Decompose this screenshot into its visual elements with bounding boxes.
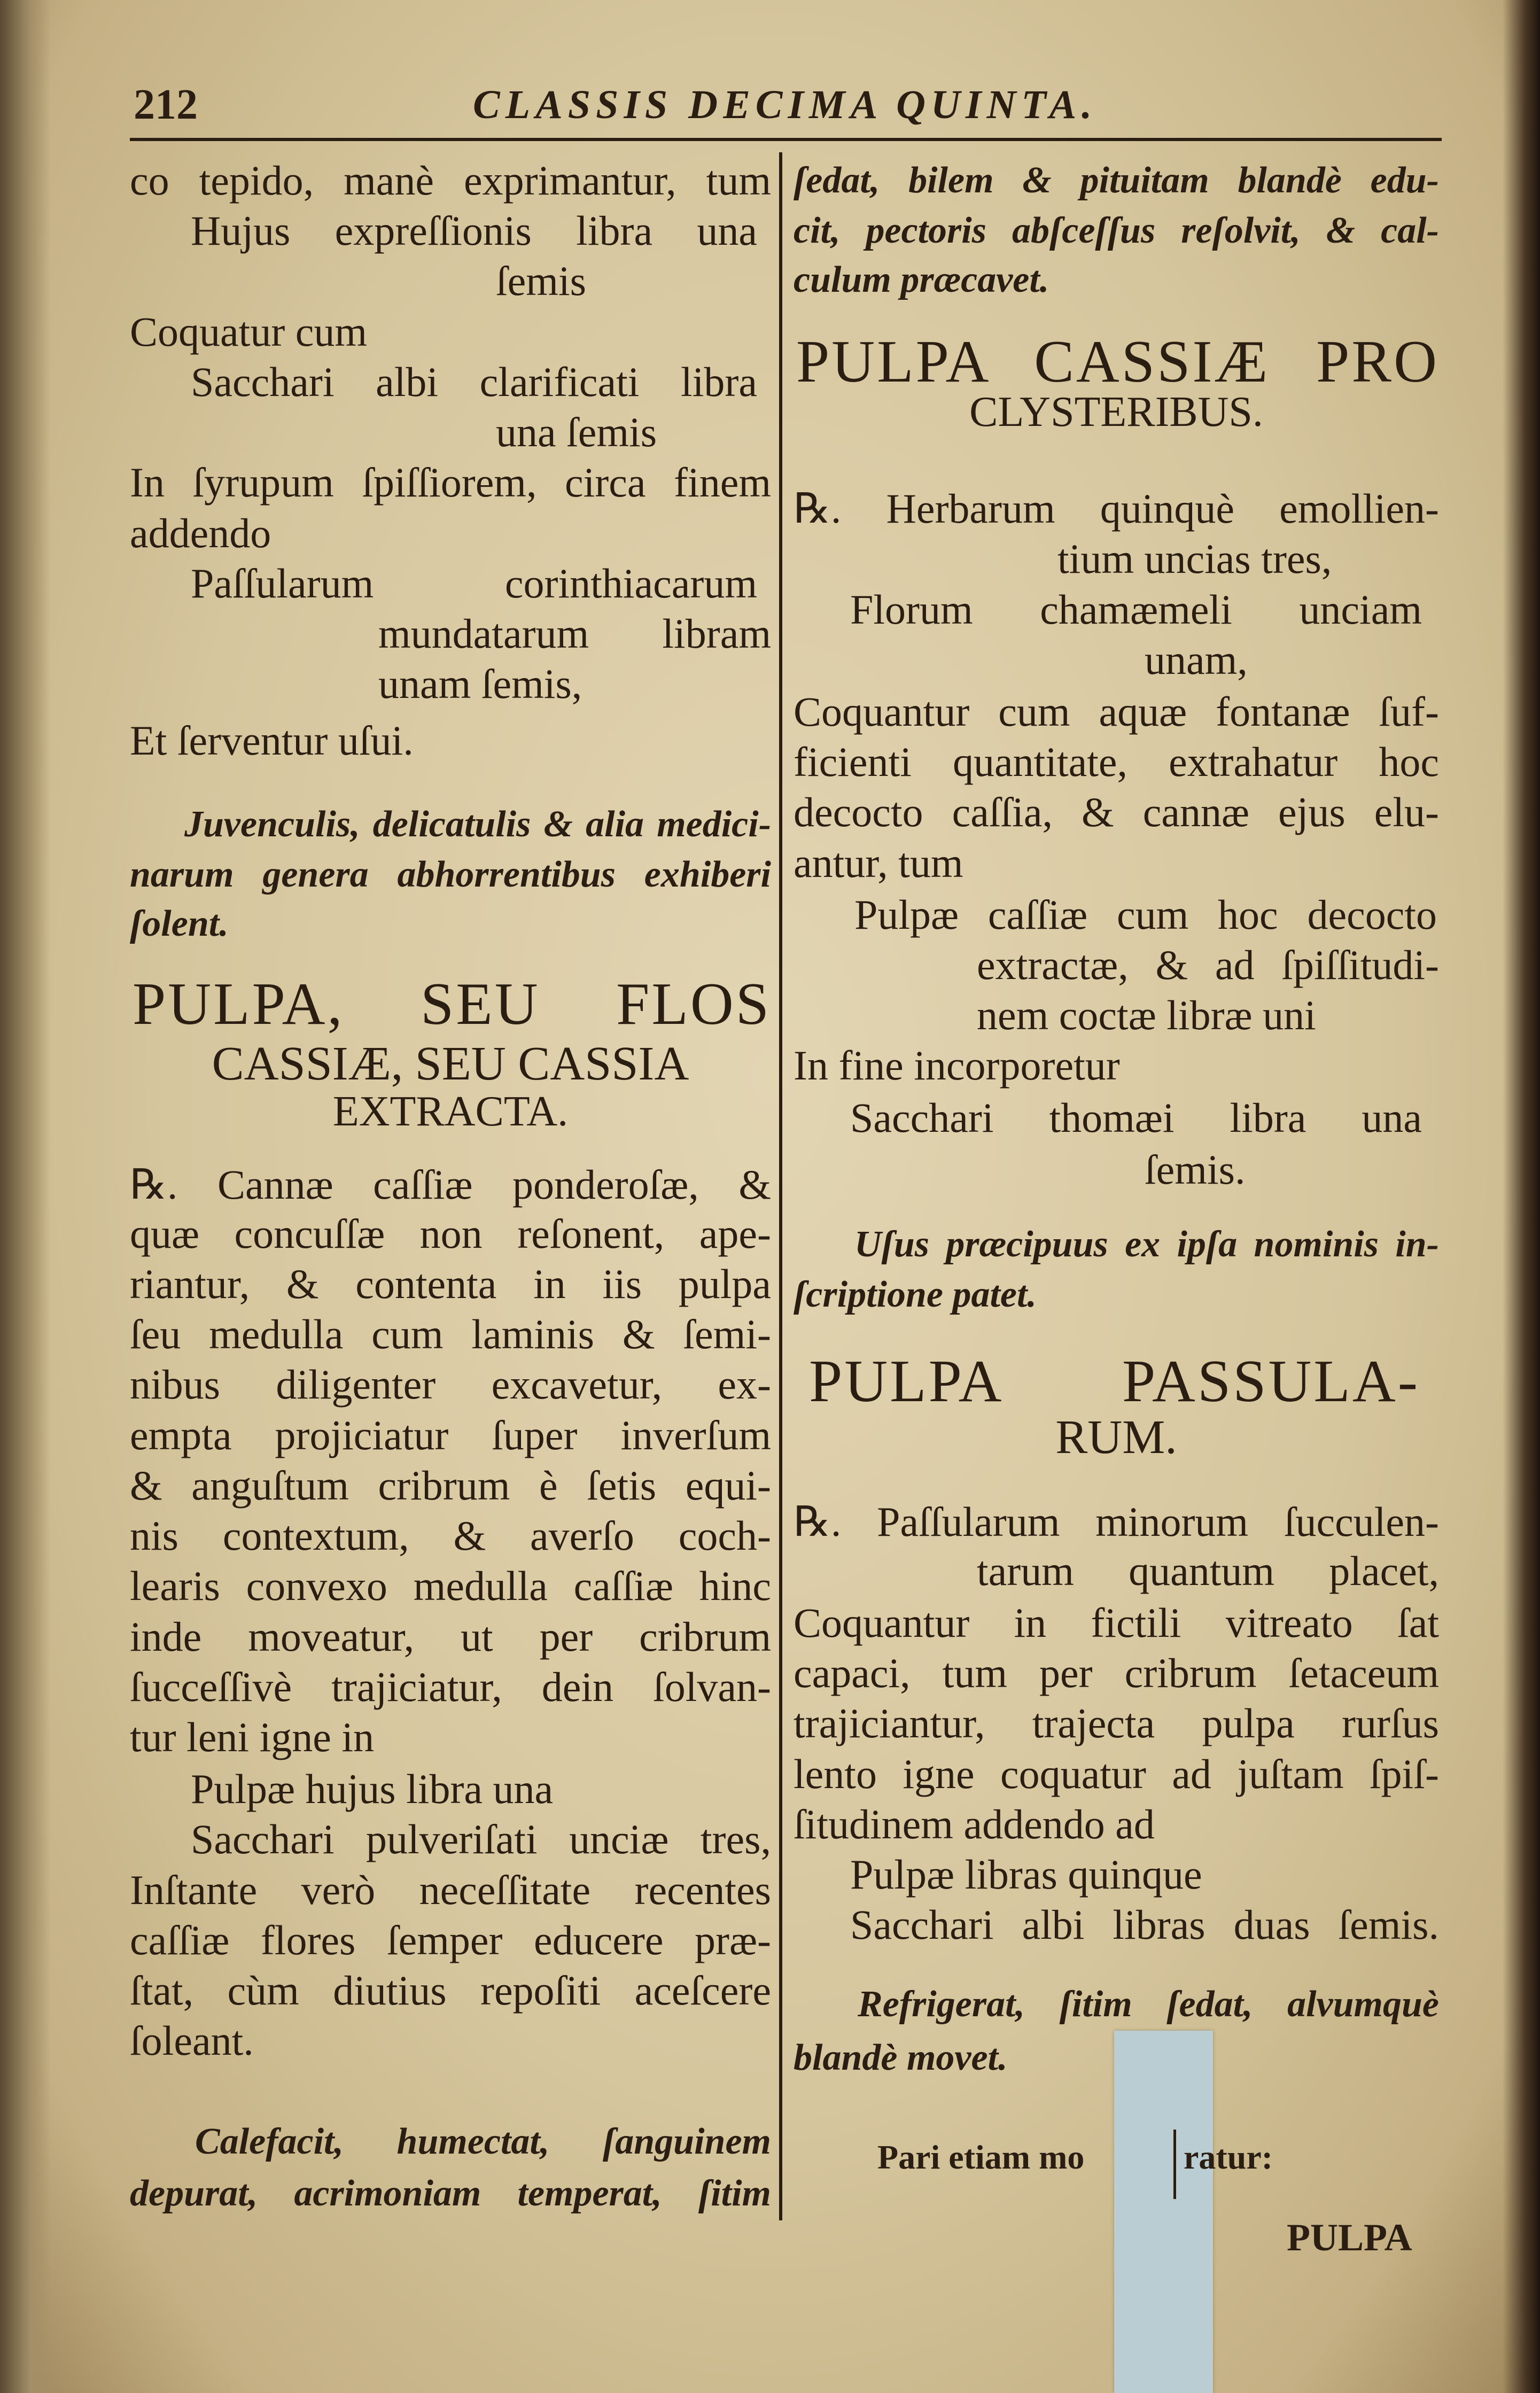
section-heading: RUM. bbox=[1055, 1411, 1177, 1464]
recipe-line: learis convexo medulla caſſiæ hinc bbox=[130, 1563, 771, 1609]
text-line: Sacchari albi clarificati libra bbox=[191, 359, 757, 405]
header-rule bbox=[130, 138, 1442, 141]
recipe-line: inde moveatur, ut per cribrum bbox=[130, 1613, 771, 1660]
italic-note-line: Refrigerat, ſitim ſedat, alvumquè bbox=[858, 1984, 1439, 2025]
recipe-line: decocto caſſia, & cannæ ejus elu- bbox=[794, 789, 1439, 835]
recipe-line: ſucceſſivè trajiciatur, dein ſolvan- bbox=[130, 1664, 771, 1710]
recipe-line: ℞. Paſſularum minorum ſucculen- bbox=[794, 1498, 1439, 1545]
page-number: 212 bbox=[134, 81, 198, 128]
catchword: PULPA bbox=[1287, 2216, 1412, 2259]
recipe-line: Sacchari thomæi libra una bbox=[850, 1094, 1422, 1141]
italic-note-line: Juvenculis, delicatulis & alia medici- bbox=[184, 804, 771, 845]
section-heading: CASSIÆ, SEU CASSIA bbox=[212, 1037, 689, 1090]
recipe-line: lento igne coquatur ad juſtam ſpiſ- bbox=[794, 1751, 1439, 1797]
book-binding-edge bbox=[1503, 0, 1540, 2393]
running-title: CLASSIS DECIMA QUINTA. bbox=[473, 82, 1098, 127]
text-line: ſemis bbox=[496, 258, 586, 304]
blue-paper-slip bbox=[1114, 2031, 1213, 2393]
recipe-line: Pulpæ hujus libra una bbox=[191, 1766, 554, 1812]
recipe-line: caſſiæ flores ſemper educere præ- bbox=[130, 1917, 771, 1963]
italic-note-line: ſcriptione patet. bbox=[794, 1274, 1037, 1315]
italic-note-line: blandè movet. bbox=[794, 2037, 1008, 2078]
text-line: mundatarum libram bbox=[378, 610, 771, 657]
recipe-line: ℞. Cannæ caſſiæ ponderoſæ, & bbox=[130, 1161, 771, 1208]
recipe-line: unam, bbox=[1145, 636, 1248, 683]
recipe-line: In fine incorporetur bbox=[794, 1042, 1120, 1089]
recipe-line: capaci, tum per cribrum ſetaceum bbox=[794, 1650, 1439, 1696]
text-line: addendo bbox=[130, 510, 271, 556]
recipe-line: ficienti quantitate, extrahatur hoc bbox=[794, 739, 1439, 785]
recipe-line: quæ concuſſæ non reſonent, ape- bbox=[130, 1210, 771, 1257]
recipe-line: & anguſtum cribrum è ſetis equi- bbox=[130, 1462, 771, 1509]
italic-note-line: cit, pectoris abſceſſus reſolvit, & cal- bbox=[794, 210, 1439, 251]
section-heading: PULPA CASSIÆ PRO bbox=[796, 329, 1439, 395]
recipe-line: Coquantur cum aquæ fontanæ ſuf- bbox=[794, 688, 1439, 735]
recipe-line: ſemis. bbox=[1145, 1146, 1246, 1193]
recipe-line: Inſtante verò neceſſitate recentes bbox=[130, 1867, 771, 1913]
recipe-line: nem coctæ libræ uni bbox=[977, 992, 1316, 1038]
italic-note-line: depurat, acrimoniam temperat, ſitim bbox=[130, 2173, 771, 2214]
recipe-line: Coquantur in fictili vitreato ſat bbox=[794, 1599, 1439, 1646]
recipe-line: ſitudinem addendo ad bbox=[794, 1801, 1155, 1847]
text-line: Coquatur cum bbox=[130, 308, 368, 355]
italic-note-line: ſolent. bbox=[130, 903, 229, 944]
italic-note-line: ſedat, bilem & pituitam blandè edu- bbox=[794, 160, 1439, 201]
recipe-line: tur leni igne in bbox=[130, 1714, 375, 1760]
italic-note-line: culum præcavet. bbox=[794, 259, 1049, 300]
text-line: co tepido, manè exprimantur, tum bbox=[130, 157, 771, 204]
italic-note-line: Uſus præcipuus ex ipſa nominis in- bbox=[854, 1224, 1439, 1265]
recipe-line: Pulpæ caſſiæ cum hoc decocto bbox=[854, 891, 1437, 938]
text-line: unam ſemis, bbox=[378, 661, 582, 707]
recipe-line: Pulpæ libras quinque bbox=[850, 1851, 1202, 1898]
recipe-line: empta projiciatur ſuper inverſum bbox=[130, 1412, 771, 1458]
section-heading: EXTRACTA. bbox=[332, 1088, 569, 1135]
recipe-line: Florum chamæmeli unciam bbox=[850, 586, 1422, 633]
section-heading: CLYSTERIBUS. bbox=[969, 389, 1263, 436]
recipe-line: trajiciantur, trajecta pulpa rurſus bbox=[794, 1700, 1439, 1746]
section-heading: PULPA PASSULA- bbox=[809, 1348, 1420, 1415]
recipe-line: ſoleant. bbox=[130, 2017, 254, 2064]
text-line: una ſemis bbox=[496, 409, 657, 455]
recipe-line: nis contextum, & averſo coch- bbox=[130, 1512, 771, 1559]
column-divider bbox=[779, 152, 782, 2220]
page-left-edge bbox=[0, 0, 51, 2393]
recipe-line: ſeu medulla cum laminis & ſemi- bbox=[130, 1311, 771, 1357]
section-heading: PULPA, SEU FLOS bbox=[133, 971, 771, 1037]
recipe-line: ℞. Herbarum quinquè emollien- bbox=[794, 485, 1439, 532]
recipe-line: tarum quantum placet, bbox=[977, 1548, 1439, 1594]
italic-note-line: narum genera abhorrentibus exhiberi bbox=[130, 854, 771, 895]
text-line: Et ſerventur uſui. bbox=[130, 717, 414, 764]
text-line: Hujus expreſſionis libra una bbox=[191, 207, 757, 254]
recipe-line: riantur, & contenta in iis pulpa bbox=[130, 1261, 771, 1307]
italic-note-line: Calefacit, humectat, ſanguinem bbox=[195, 2121, 771, 2162]
recipe-line: Sacchari albi libras duas ſemis. bbox=[850, 1901, 1439, 1948]
recipe-line: extractæ, & ad ſpiſſitudi- bbox=[977, 942, 1439, 988]
text-line: In ſyrupum ſpiſſiorem, circa finem bbox=[130, 459, 771, 506]
recipe-line: ſtat, cùm diutius repoſiti aceſcere bbox=[130, 1967, 771, 2014]
text-line-partial: ratur: bbox=[1184, 2138, 1273, 2176]
recipe-line: tium uncias tres, bbox=[1057, 535, 1332, 582]
recipe-line: antur, tum bbox=[794, 840, 963, 886]
text-line: Paſſularum corinthiacarum bbox=[191, 560, 757, 607]
recipe-line: Sacchari pulveriſati unciæ tres, bbox=[191, 1816, 771, 1862]
recipe-line: nibus diligenter excavetur, ex- bbox=[130, 1361, 771, 1408]
slip-mark bbox=[1173, 2130, 1176, 2199]
text-line-partial: Pari etiam mo bbox=[877, 2138, 1085, 2176]
